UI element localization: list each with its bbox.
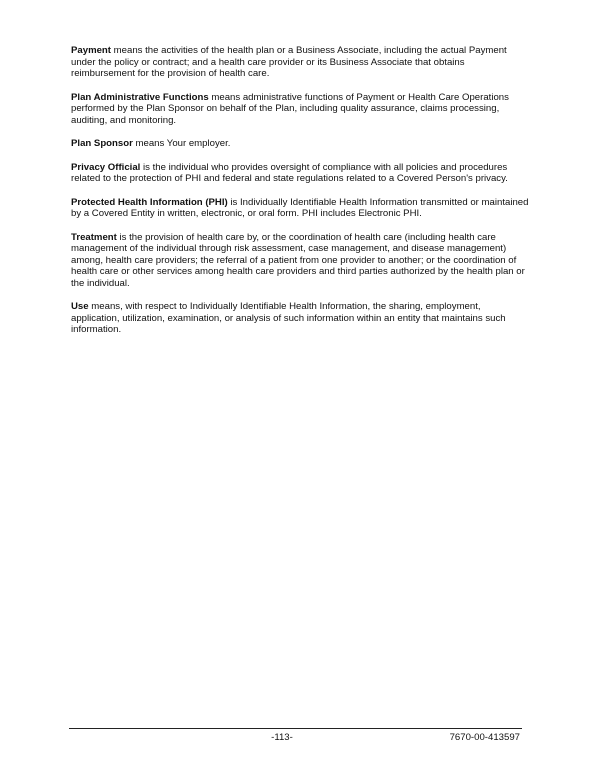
definition-text: is Individually Identifiable Health Information transmitted or maintained by a Covered Entity in written, electronic, or oral form. PHI includes Electronic PHI. (71, 196, 529, 220)
definition-privacy-official (71, 162, 531, 185)
definition-text: means, with respect to Individually Identifiable Health Information, the sharing, employment, application, utilization, examination, or analysis of such information within an entity that maintains such information. (71, 301, 506, 336)
definition-text: means the activities of the health plan or a Business Associate, including the actual Payment under the policy or contract; and a health care provider or its Business Associate that obtains reimbursement for the provision of health care. (71, 45, 507, 80)
page-number: -113- (271, 732, 293, 743)
definition-term: Plan Administrative Functions (71, 91, 209, 103)
definition-treatment (71, 232, 531, 290)
definition-phi (71, 197, 531, 220)
definition-term: Treatment (71, 231, 117, 243)
definition-text: means Your employer. (132, 138, 231, 150)
document-id: 7670-00-413597 (449, 732, 520, 743)
definition-term: Privacy Official (71, 161, 141, 173)
definition-plan-administrative-functions (71, 92, 531, 127)
definition-term: Payment (71, 45, 111, 56)
definitions-section (71, 45, 531, 348)
definition-text: is the individual who provides oversight of compliance with all policies and procedures related to the protection of PHI and federal and state regulations related to a Covered Person's privacy. (71, 161, 508, 185)
definition-text: means administrative functions of Payment or Health Care Operations performed by the Plan Sponsor on behalf of the Plan, including quality assurance, claims processing, auditing, and monitoring. (71, 91, 509, 126)
definition-use (71, 301, 531, 336)
footer-divider (69, 728, 522, 729)
definition-payment (71, 45, 531, 80)
definition-text: is the provision of health care by, or the coordination of health care (including health care management of the individual through risk assessment, case management, and disease management) among, health care providers; the referral of a patient from one provider to another; or the coordination of health care or other services among health care providers and third parties authorized by the health plan or the individual. (71, 231, 525, 289)
definition-term: Plan Sponsor (71, 138, 133, 150)
definition-plan-sponsor (71, 138, 531, 150)
definition-term: Use (71, 301, 89, 313)
definition-term: Protected Health Information (PHI) (71, 196, 228, 208)
